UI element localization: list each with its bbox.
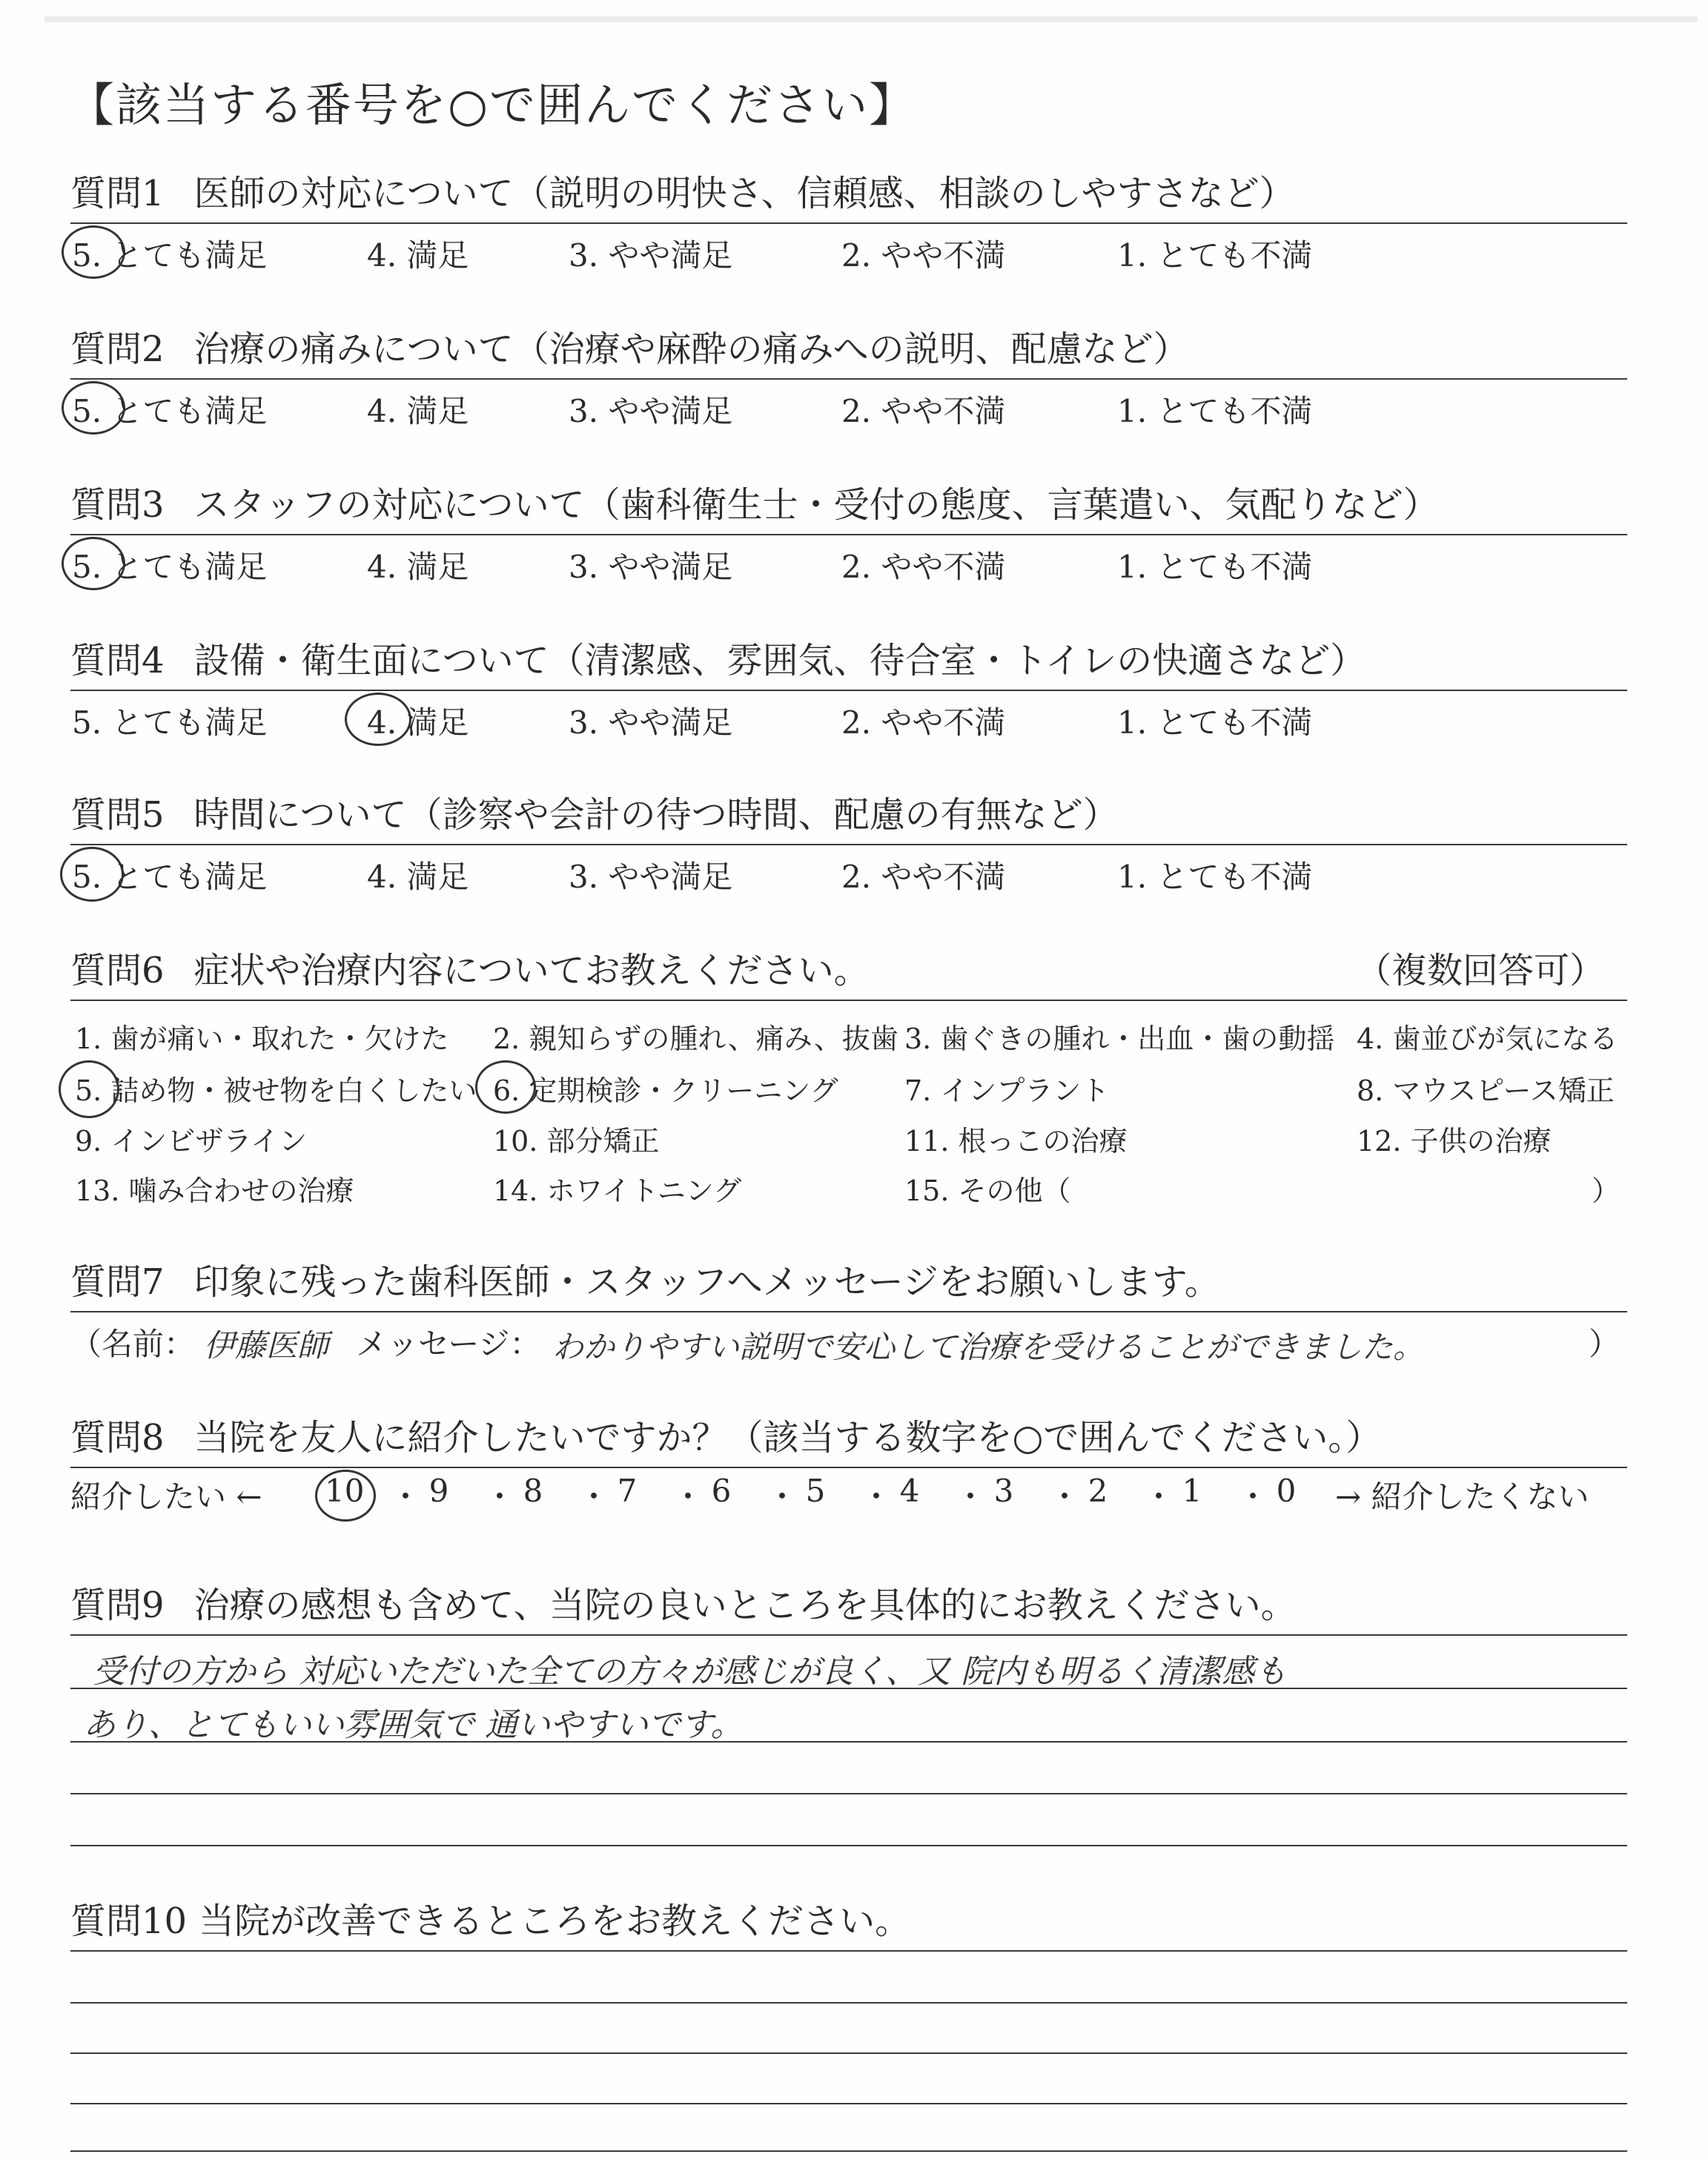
message-label: メッセージ： xyxy=(356,1326,541,1362)
option-4[interactable]: 4. 満足 xyxy=(367,549,469,585)
question-3-title xyxy=(70,480,1627,529)
option-3[interactable]: 3. やや満足 xyxy=(569,549,733,585)
question-7 xyxy=(70,1258,1627,1364)
option-4[interactable]: 4. 満足 xyxy=(367,237,469,274)
scale-value-0[interactable]: 0 xyxy=(1276,1473,1297,1509)
rating-options xyxy=(70,380,1627,432)
question-text: 治療の感想も含めて、当院の良いところを具体的にお教えください。 xyxy=(193,1585,1297,1626)
scale-value-8[interactable]: 8 xyxy=(523,1473,543,1509)
option-3[interactable]: 3. やや満足 xyxy=(569,237,733,274)
answer-line xyxy=(70,2103,1627,2104)
option-4[interactable]: 4. 満足 xyxy=(367,859,469,895)
treatment-option-11[interactable]: 11. 根っこの治療 xyxy=(904,1125,1128,1157)
option-5[interactable]: 5. とても満足 xyxy=(72,393,268,429)
question-number: 質問7 xyxy=(70,1261,165,1303)
option-3[interactable]: 3. やや満足 xyxy=(569,393,733,429)
question-text: 当院が改善できるところをお教えください。 xyxy=(199,1900,911,1942)
name-value[interactable]: 伊藤医師 xyxy=(204,1327,329,1364)
rating-options xyxy=(70,691,1627,743)
question-number: 質問1 xyxy=(70,173,165,214)
treatment-option-9[interactable]: 9. インビザライン xyxy=(75,1125,308,1157)
scale-value-3[interactable]: 3 xyxy=(993,1473,1014,1509)
option-5[interactable]: 5. とても満足 xyxy=(72,549,268,585)
question-7-title xyxy=(70,1258,1627,1307)
question-2-title xyxy=(70,325,1627,374)
option-1[interactable]: 1. とても不満 xyxy=(1117,393,1313,429)
scale-value-4[interactable]: 4 xyxy=(899,1473,920,1509)
question-text: スタッフの対応について（歯科衛生士・受付の態度、言葉遣い、気配りなど） xyxy=(193,484,1439,526)
treatment-option-13[interactable]: 13. 噛み合わせの治療 xyxy=(75,1175,354,1207)
answer-line xyxy=(70,2002,1627,2004)
option-2[interactable]: 2. やや不満 xyxy=(841,704,1006,741)
rating-options xyxy=(70,535,1627,587)
other-close-paren: ） xyxy=(1591,1175,1620,1207)
option-5[interactable]: 5. とても満足 xyxy=(72,704,268,741)
question-text: 治療の痛みについて（治療や麻酔の痛みへの説明、配慮など） xyxy=(193,328,1189,370)
question-text: 設備・衛生面について（清潔感、雰囲気、待合室・トイレの快適さなど） xyxy=(193,640,1366,681)
treatment-option-1[interactable]: 1. 歯が痛い・取れた・欠けた xyxy=(75,1023,449,1055)
multiple-answers-note: （複数回答可） xyxy=(1355,950,1605,991)
question-number: 質問2 xyxy=(70,328,165,370)
answer-text-line-2[interactable]: あり、とてもいい雰囲気で 通いやすいです。 xyxy=(83,1706,744,1744)
question-5-title xyxy=(70,790,1627,839)
question-6 xyxy=(70,946,1627,1223)
message-value[interactable]: わかりやすい説明で安心して治療を受けることができました。 xyxy=(552,1329,1425,1365)
option-3[interactable]: 3. やや満足 xyxy=(569,859,733,895)
question-number: 質問5 xyxy=(70,794,165,836)
option-1[interactable]: 1. とても不満 xyxy=(1117,704,1313,741)
question-5 xyxy=(70,790,1627,897)
scale-value-6[interactable]: 6 xyxy=(711,1473,732,1509)
option-1[interactable]: 1. とても不満 xyxy=(1117,859,1313,895)
question-3 xyxy=(70,480,1627,587)
question-9-title xyxy=(70,1581,1627,1630)
scale-value-2[interactable]: 2 xyxy=(1088,1473,1108,1509)
question-number: 質問4 xyxy=(70,640,165,681)
option-5[interactable]: 5. とても満足 xyxy=(72,237,268,274)
treatment-option-3[interactable]: 3. 歯ぐきの腫れ・出血・歯の動揺 xyxy=(904,1023,1335,1055)
divider xyxy=(70,1634,1627,1636)
question-number: 質問3 xyxy=(70,484,165,526)
treatment-option-6[interactable]: 6. 定期検診・クリーニング xyxy=(493,1074,838,1107)
scale-value-7[interactable]: 7 xyxy=(617,1473,638,1509)
scale-left-label: 紹介したい ← xyxy=(70,1479,262,1515)
option-2[interactable]: 2. やや不満 xyxy=(841,859,1006,895)
message-close-paren: ） xyxy=(1588,1326,1620,1362)
answer-line xyxy=(70,2150,1627,2152)
question-8-title xyxy=(70,1413,1627,1462)
message-line xyxy=(70,1312,1627,1364)
option-2[interactable]: 2. やや不満 xyxy=(841,237,1006,274)
question-4-title xyxy=(70,636,1627,685)
question-text: 印象に残った歯科医師・スタッフへメッセージをお願いします。 xyxy=(193,1261,1220,1303)
question-1 xyxy=(70,169,1627,276)
scale-value-1[interactable]: 1 xyxy=(1182,1473,1202,1509)
answer-text-line-1[interactable]: 受付の方から 対応いただいた全ての方々が感じが良く、又 院内も明るく清潔感も xyxy=(93,1653,1288,1691)
question-10-title xyxy=(70,1897,1627,1946)
treatment-option-10[interactable]: 10. 部分矯正 xyxy=(493,1125,660,1157)
treatment-option-2[interactable]: 2. 親知らずの腫れ、痛み、抜歯 xyxy=(493,1023,898,1055)
question-text: 当院を友人に紹介したいですか？（該当する数字を○で囲んでください。） xyxy=(193,1417,1382,1459)
question-text: 時間について（診察や会計の待つ時間、配慮の有無など） xyxy=(193,794,1119,836)
question-number: 質問10 xyxy=(70,1900,188,1942)
question-10 xyxy=(70,1897,1627,1952)
answer-line xyxy=(70,2052,1627,2054)
scale-value-5[interactable]: 5 xyxy=(805,1473,826,1509)
question-1-title xyxy=(70,169,1627,218)
question-8 xyxy=(70,1413,1627,1520)
option-2[interactable]: 2. やや不満 xyxy=(841,393,1006,429)
option-4[interactable]: 4. 満足 xyxy=(367,393,469,429)
treatment-option-5[interactable]: 5. 詰め物・被せ物を白くしたい xyxy=(75,1074,477,1107)
question-6-title xyxy=(70,946,1627,995)
question-number: 質問6 xyxy=(70,950,165,991)
option-5[interactable]: 5. とても満足 xyxy=(72,859,268,895)
option-4[interactable]: 4. 満足 xyxy=(367,704,469,741)
treatment-option-7[interactable]: 7. インプラント xyxy=(904,1074,1110,1107)
name-label: （名前： xyxy=(70,1326,196,1362)
option-2[interactable]: 2. やや不満 xyxy=(841,549,1006,585)
treatment-option-14[interactable]: 14. ホワイトニング xyxy=(493,1175,742,1207)
question-2 xyxy=(70,325,1627,432)
treatment-option-4[interactable]: 4. 歯並びが気になる xyxy=(1357,1023,1618,1055)
answer-line xyxy=(70,1845,1627,1846)
treatment-option-15[interactable]: 15. その他（ xyxy=(904,1175,1071,1207)
question-9 xyxy=(70,1581,1627,1636)
answer-line xyxy=(70,1793,1627,1794)
rating-options xyxy=(70,845,1627,897)
question-number: 質問9 xyxy=(70,1585,165,1626)
form-header: 【該当する番号を○で囲んでください】 xyxy=(68,78,917,132)
question-text: 医師の対応について（説明の明快さ、信頼感、相談のしやすさなど） xyxy=(193,173,1295,214)
question-4 xyxy=(70,636,1627,743)
option-1[interactable]: 1. とても不満 xyxy=(1117,549,1313,585)
question-number: 質問8 xyxy=(70,1417,165,1459)
rating-options xyxy=(70,224,1627,276)
treatment-option-8[interactable]: 8. マウスピース矯正 xyxy=(1357,1074,1615,1107)
divider xyxy=(70,1950,1627,1952)
option-1[interactable]: 1. とても不満 xyxy=(1117,237,1313,274)
recommend-scale: 紹介したい ← 10 ・ 9 ・ 8 ・ 7 ・ 6 ・ 5 ・ 4 ・ 3 ・ 2 ・ 1 ・ 0 → 紹介したくない xyxy=(70,1468,1627,1520)
treatment-option-12[interactable]: 12. 子供の治療 xyxy=(1357,1125,1552,1157)
option-3[interactable]: 3. やや満足 xyxy=(569,704,733,741)
question-text: 症状や治療内容についてお教えください。 xyxy=(193,950,870,991)
scale-right-label: → 紹介したくない xyxy=(1335,1479,1589,1515)
scale-value-10[interactable]: 10 xyxy=(325,1473,365,1509)
treatment-options xyxy=(70,1001,1627,1223)
scale-value-9[interactable]: 9 xyxy=(428,1473,449,1509)
page-edge xyxy=(44,16,1698,22)
